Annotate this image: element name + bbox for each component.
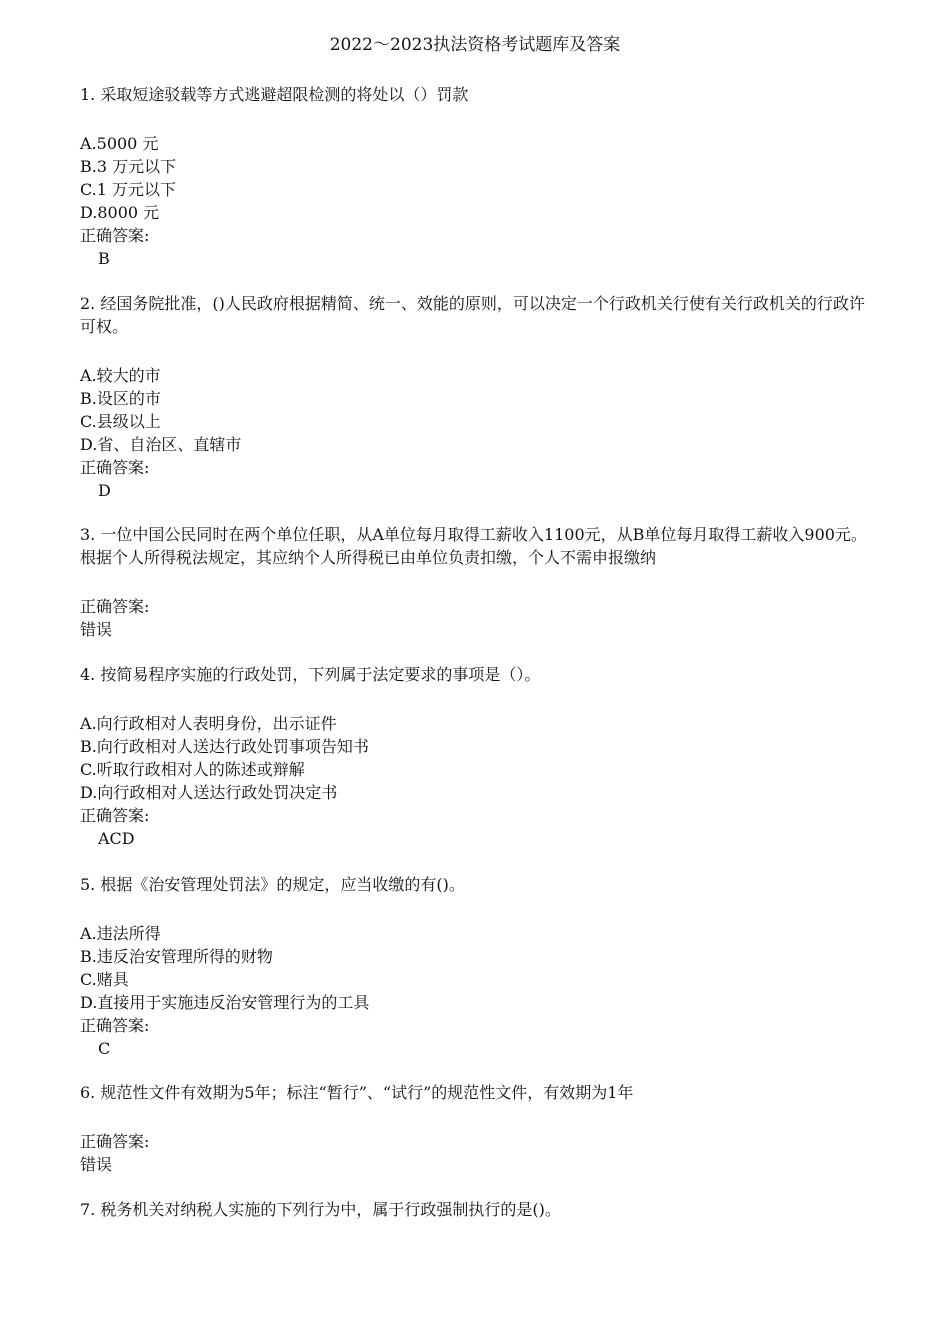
question-7 (80, 1198, 880, 1221)
answer-label: 正确答案: (80, 597, 150, 616)
option-a: A.违法所得 (80, 924, 161, 943)
question-1 (80, 83, 880, 270)
option-d: D.直接用于实施违反治安管理行为的工具 (80, 993, 370, 1012)
option-b: B.3 万元以下 (80, 157, 177, 176)
answer-value: ACD (98, 829, 135, 848)
answer-label: 正确答案: (80, 458, 150, 477)
answer-value: 错误 (80, 1155, 113, 1174)
answer-value: D (98, 481, 111, 500)
question-5 (80, 873, 880, 1060)
question-4 (80, 663, 880, 850)
answer-value: 错误 (80, 620, 113, 639)
option-a: A.向行政相对人表明身份，出示证件 (80, 714, 337, 733)
option-list (80, 922, 880, 1014)
question-stem: 1. 采取短途驳载等方式逃避超限检测的将处以（）罚款 (80, 85, 469, 104)
option-d: D.省、自治区、直辖市 (80, 435, 242, 454)
spacer (80, 569, 880, 595)
answer-value: B (98, 249, 110, 268)
option-list (80, 132, 880, 224)
question-stem: 3. 一位中国公民同时在两个单位任职，从A单位每月取得工薪收入1100元，从B单位每月取得工薪收入900元。根据个人所得税法规定，其应纳个人所得税已由单位负责扣缴，个人不需申报缴纳 (80, 525, 867, 567)
answer-label: 正确答案: (80, 1016, 150, 1035)
question-stem: 6. 规范性文件有效期为5年；标注“暂行”、“试行”的规范性文件，有效期为1年 (80, 1083, 634, 1102)
option-a: A.较大的市 (80, 366, 161, 385)
answer-label: 正确答案: (80, 1132, 150, 1151)
question-6 (80, 1081, 880, 1176)
document-title: 2022～2023执法资格考试题库及答案 (329, 35, 621, 55)
option-list (80, 364, 880, 456)
option-d: D.8000 元 (80, 203, 160, 222)
option-c: C.1 万元以下 (80, 180, 177, 199)
option-d: D.向行政相对人送达行政处罚决定书 (80, 783, 338, 802)
spacer (80, 1104, 880, 1130)
option-c: C.赌具 (80, 970, 129, 989)
option-b: B.违反治安管理所得的财物 (80, 947, 273, 966)
option-b: B.设区的市 (80, 389, 161, 408)
question-stem: 2. 经国务院批准，()人民政府根据精简、统一、效能的原则，可以决定一个行政机关行使有关行政机关的行政许可权。 (80, 294, 865, 336)
option-list (80, 712, 880, 804)
question-stem: 5. 根据《治安管理处罚法》的规定，应当收缴的有()。 (80, 875, 465, 894)
question-2 (80, 292, 880, 502)
question-3 (80, 523, 880, 641)
option-c: C.听取行政相对人的陈述或辩解 (80, 760, 305, 779)
option-a: A.5000 元 (80, 134, 159, 153)
answer-label: 正确答案: (80, 806, 150, 825)
answer-label: 正确答案: (80, 226, 150, 245)
option-b: B.向行政相对人送达行政处罚事项告知书 (80, 737, 369, 756)
question-stem: 4. 按简易程序实施的行政处罚，下列属于法定要求的事项是（）。 (80, 665, 541, 684)
answer-value: C (98, 1039, 111, 1058)
option-c: C.县级以上 (80, 412, 161, 431)
question-stem: 7. 税务机关对纳税人实施的下列行为中，属于行政强制执行的是()。 (80, 1200, 561, 1219)
